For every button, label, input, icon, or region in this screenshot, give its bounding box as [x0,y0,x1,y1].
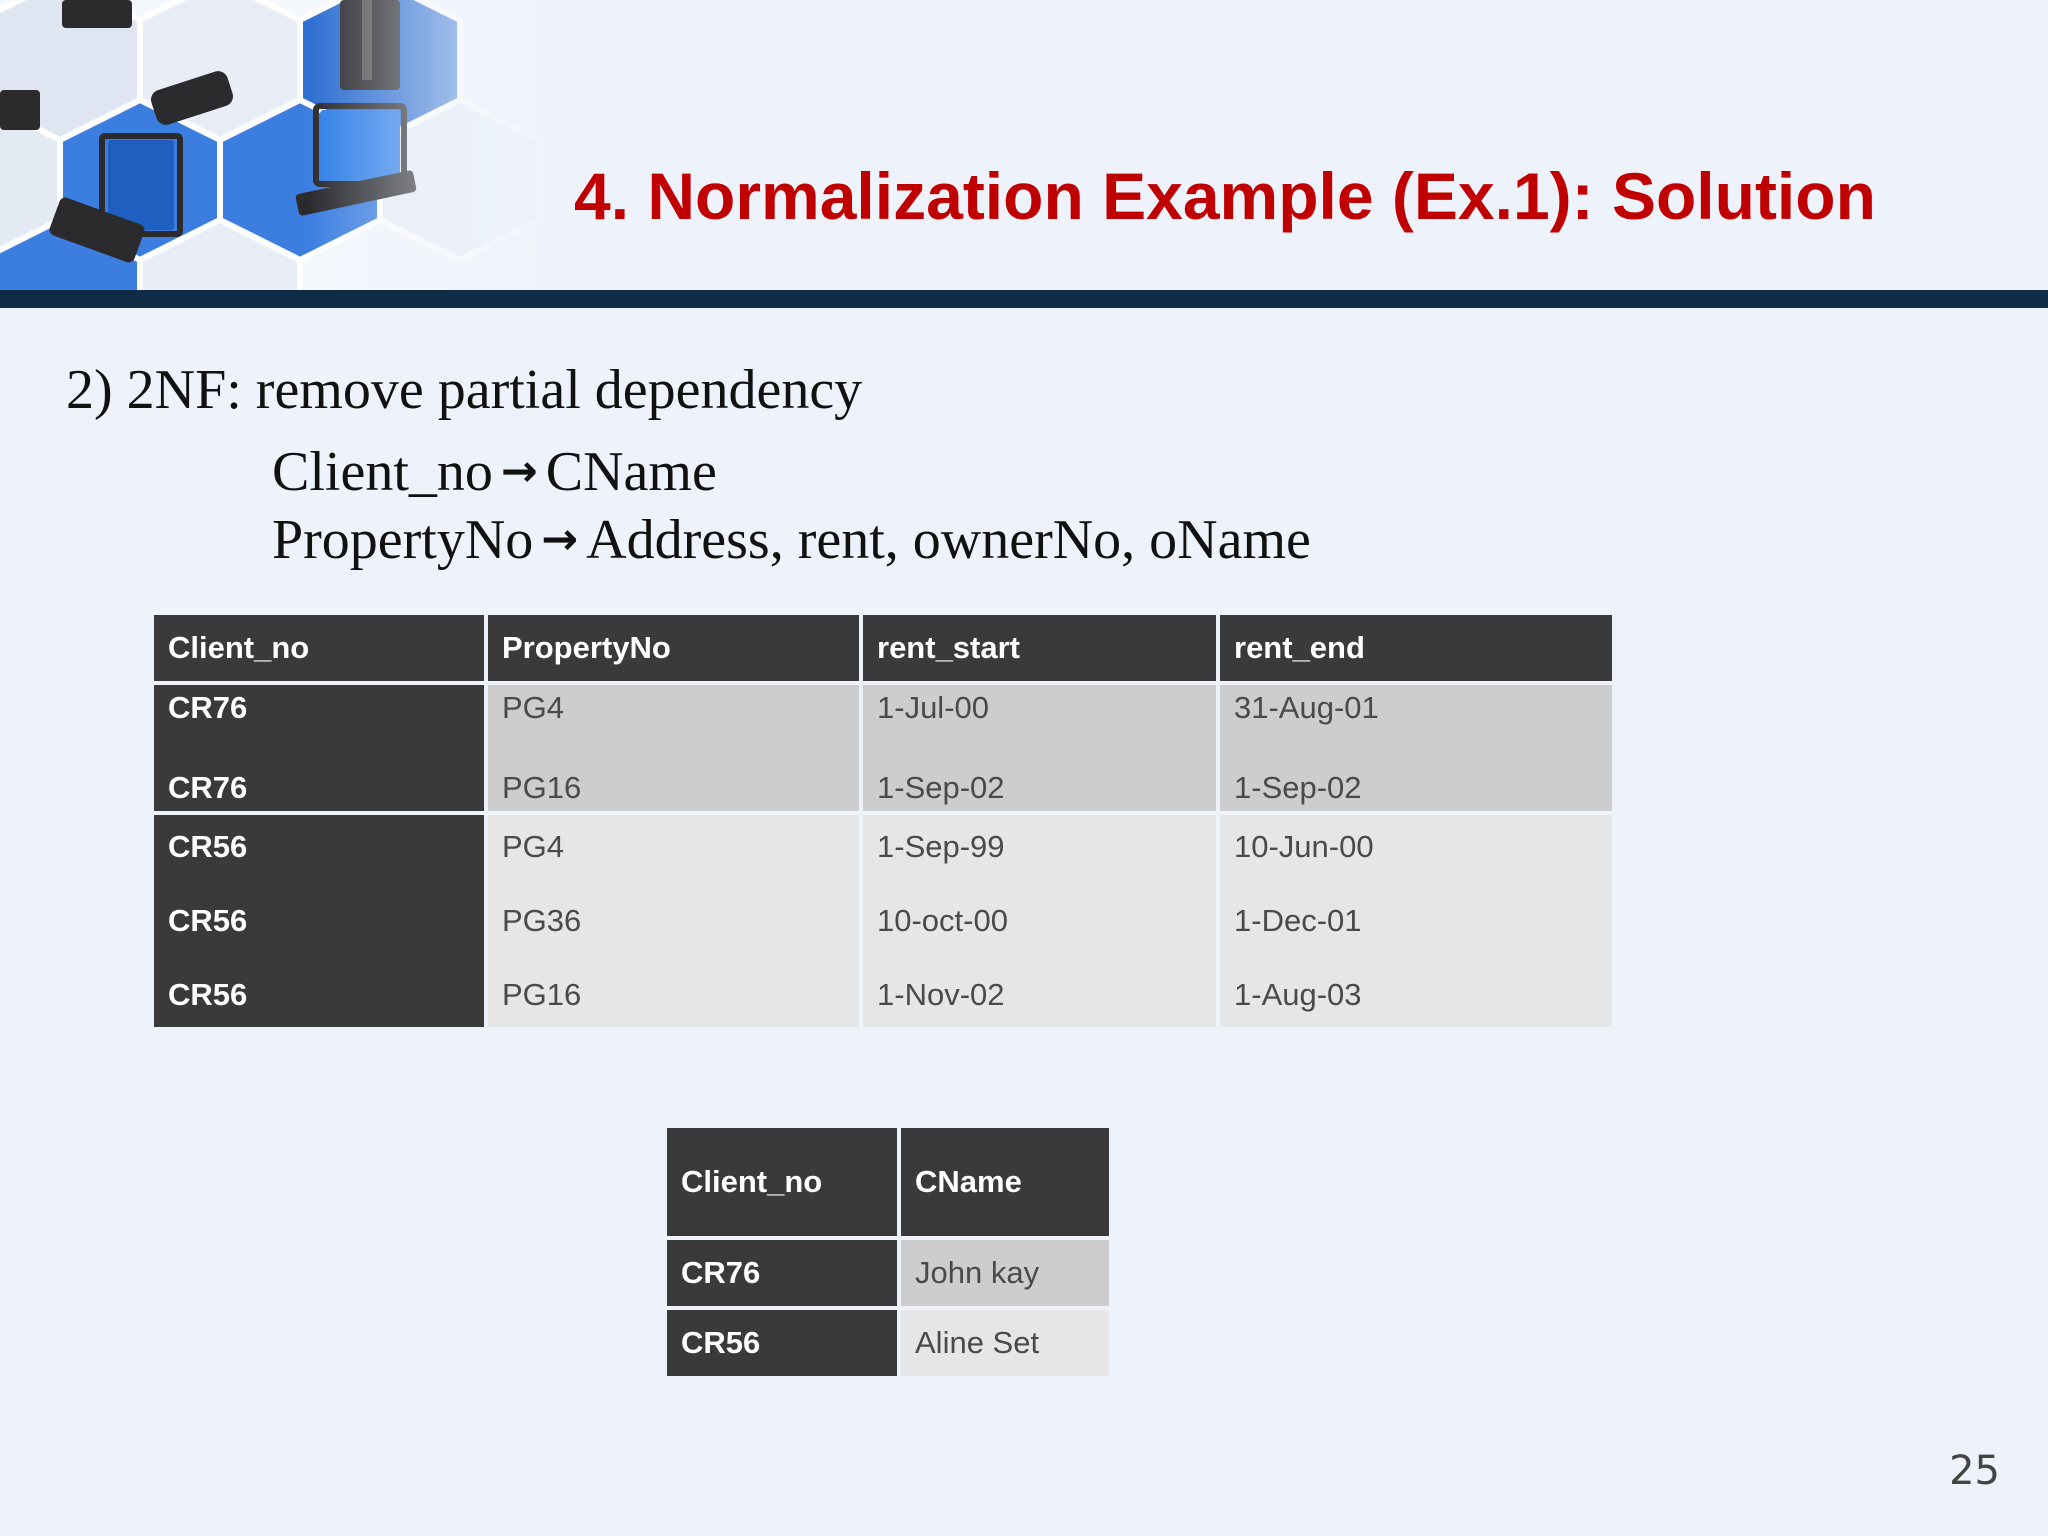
table-row [667,1240,1109,1306]
table-cell: CR76 [667,1240,897,1306]
dependency-line [272,508,1311,572]
dependency-rhs: CName [545,441,717,503]
cell-value: 31-Aug-01 [1234,690,1379,725]
table-cell [1220,815,1612,1027]
table-cell [863,815,1216,1027]
cell-value: PG36 [502,903,582,938]
cell-value: 1-Dec-01 [1234,903,1362,938]
table-cell [863,685,1216,811]
cell-value: PG16 [502,770,582,805]
cell-value: 10-oct-00 [877,903,1008,938]
cell-value: PG16 [502,977,582,1012]
table-row [667,1310,1109,1376]
network-devices-illustration [0,0,560,290]
client-table [663,1124,1113,1380]
cell-value: 1-Aug-03 [1234,977,1362,1012]
cell-value: PG4 [502,690,565,725]
dependency-rhs: Address, rent, ownerNo, oName [586,509,1311,571]
cell-value: 1-Sep-02 [877,770,1005,805]
table-header-row [667,1128,1109,1236]
table-cell [1220,685,1612,811]
cell-value: 10-Jun-00 [1234,829,1374,864]
cell-value: 1-Nov-02 [877,977,1005,1012]
table-header-row [154,615,1612,681]
right-arrow-icon: → [500,446,538,497]
dependency-lhs: Client_no [272,441,493,503]
dependency-line [272,440,717,504]
page-number: 25 [1949,1448,2000,1494]
cell-value: PG4 [502,829,565,864]
table-cell [154,685,484,811]
table-cell [488,685,859,811]
column-header: Client_no [667,1128,897,1236]
cell-value: CR56 [168,977,248,1012]
table-cell [488,815,859,1027]
dependency-lhs: PropertyNo [272,509,534,571]
table-cell: Aline Set [901,1310,1109,1376]
table-cell: John kay [901,1240,1109,1306]
right-arrow-icon: → [541,514,579,565]
table-row-group [154,685,1612,811]
column-header: PropertyNo [488,615,859,681]
cell-value: 1-Sep-99 [877,829,1005,864]
column-header: Client_no [154,615,484,681]
cell-value: CR56 [168,903,248,938]
table-row-group [154,815,1612,1027]
column-header: rent_end [1220,615,1612,681]
rental-table [150,611,1616,1031]
column-header: rent_start [863,615,1216,681]
slide-title: 4. Normalization Example (Ex.1): Solution [574,159,1876,233]
cell-value: 1-Jul-00 [877,690,989,725]
cell-value: CR56 [168,829,248,864]
section-heading: 2) 2NF: remove partial dependency [66,359,863,421]
header-divider-bar [0,290,2048,308]
cell-value: CR76 [168,690,248,725]
table-cell: CR56 [667,1310,897,1376]
table-cell [154,815,484,1027]
cell-value: CR76 [168,770,248,805]
cell-value: 1-Sep-02 [1234,770,1362,805]
column-header: CName [901,1128,1109,1236]
